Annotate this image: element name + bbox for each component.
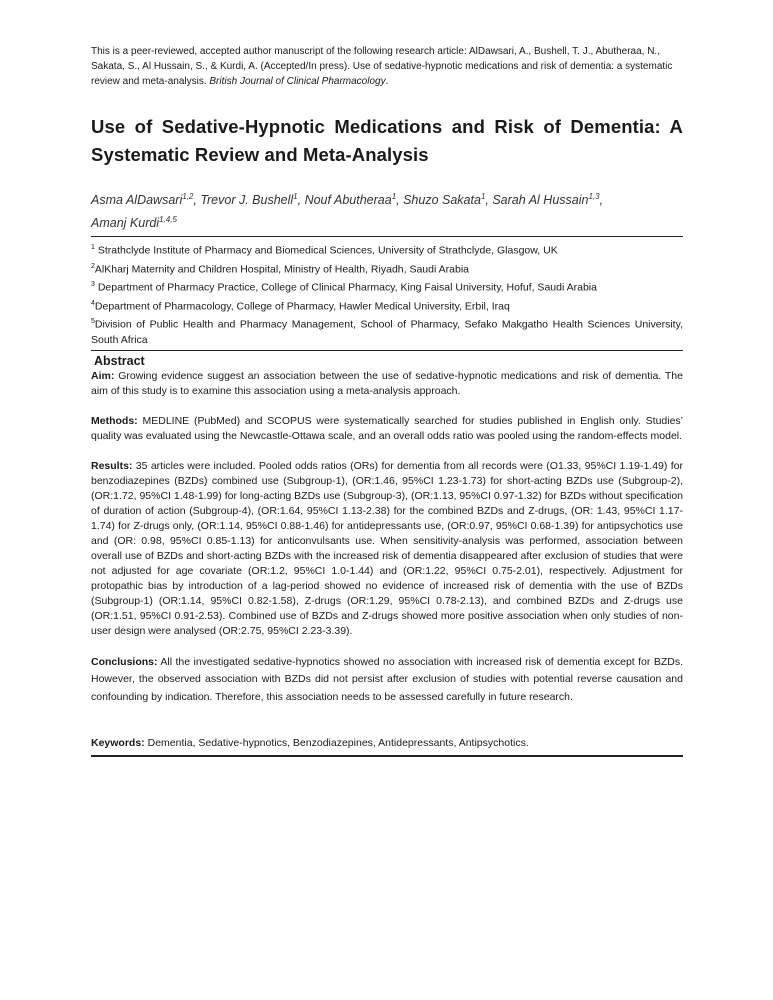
keywords bbox=[91, 736, 683, 751]
results-text: 35 articles were included. Pooled odds ratios (ORs) for dementia from all records were (O1.33, 95%CI 1.19-1.49) for benzodiazepines (BZDs) combined use (Subgroup-1), (OR:1.46, 95%CI 1.23-1.73) for short-acting BZDs use (Subgroup-2), (OR:1.72, 95%CI 1.48-1.99) for long-acting BZDs use (Subgroup-3), (OR:1.13, 95%CI 0.97-1.32) for BZDs without specification of duration of action (Subgroup-4), (OR:1.64, 95%CI 1.13-2.38) for the combined BZDs and Z-drugs, (OR: 1.43, 95%CI 1.17-1.74) for Z-drugs only, (OR:1.14, 95%CI 0.88-1.46) for antidepressants use, (OR:0.97, 95%CI 0.68-1.39) for antipsychotics use and (OR: 0.98, 95%CI 0.85-1.13) for anticonvulsants use. When sensitivity-analysis was performed, association between overall use of BZDs and short-acting BZDs with the increased risk of dementia disappeared after exclusion of studies that were not adjusted for age covariate (OR:1.2, 95%CI 1.0-1.44) and (OR:1.22, 95%CI 0.75-2.01), respectively. Adjustment for protopathic bias by introduction of a lag-period showed no evidence of increased risk of dementia with the use of BZDs (Subgroup-1) (OR:1.14, 95%CI 0.82-1.58), Z-drugs (OR:1.29, 95%CI 0.78-2.13), and combined BZDs and Z-drugs use (OR:1.51, 95%CI 0.91-2.53). Combined use of BZDs and Z-drugs showed more positive association when only studies of non-user design were analysed (OR:2.75, 95%CI 2.23-3.39). bbox=[91, 459, 683, 637]
affiliation-number: 1 bbox=[91, 244, 95, 252]
abstract-heading: Abstract bbox=[94, 353, 145, 368]
author-separator: , bbox=[396, 193, 404, 208]
paper-title: Use of Sedative-Hypnotic Medications and Risk of Dementia: A Systematic Review and Meta-Analysis bbox=[91, 116, 683, 165]
author-affil-sup: 1 bbox=[391, 192, 397, 201]
abstract-conclusions bbox=[91, 654, 683, 707]
notice-journal: British Journal of Clinical Pharmacology bbox=[209, 76, 386, 87]
affiliation-item bbox=[91, 240, 683, 259]
affiliation-text: Strathclyde Institute of Pharmacy and Biomedical Sciences, University of Strathclyde, Glasgow, UK bbox=[94, 244, 558, 257]
affiliation-text: Department of Pharmacy Practice, College of Clinical Pharmacy, King Faisal University, Hofuf, Saudi Arabia bbox=[94, 281, 597, 294]
manuscript-page bbox=[91, 44, 683, 757]
affiliation-number: 2 bbox=[91, 262, 95, 270]
aim-text: Growing evidence suggest an association between the use of sedative-hypnotic medications and risk of dementia. The aim of this study is to examine this association using a meta-analysis approach. bbox=[91, 369, 683, 397]
author-name: Asma AlDawsari bbox=[91, 193, 183, 208]
author-affil-sup: 1 bbox=[480, 192, 486, 201]
author-separator: , bbox=[297, 193, 305, 208]
affiliation-list bbox=[91, 237, 683, 348]
author-list bbox=[91, 187, 683, 233]
abstract-aim bbox=[91, 369, 683, 399]
affiliation-item bbox=[91, 277, 683, 296]
affiliation-number: 3 bbox=[91, 281, 95, 289]
abstract-results bbox=[91, 459, 683, 639]
divider bbox=[91, 755, 683, 757]
author-affil-sup: 1,4,5 bbox=[159, 215, 177, 225]
conclusions-label: Conclusions: bbox=[91, 655, 158, 668]
affiliation-item bbox=[91, 259, 683, 278]
methods-text: MEDLINE (PubMed) and SCOPUS were systematically searched for studies published in English only. Studies’ quality was evaluated using the Newcastle-Ottawa scale, and an overall odds ratio was pooled using the random-effects model. bbox=[91, 414, 683, 442]
affiliation-number: 5 bbox=[91, 318, 95, 326]
author-name: Trevor J. Bushell bbox=[200, 193, 294, 208]
affiliation-text: Department of Pharmacology, College of Pharmacy, Hawler Medical University, Erbil, Iraq bbox=[94, 300, 510, 313]
author-name: Sarah Al Hussain bbox=[492, 193, 589, 208]
author-name: Amanj Kurdi bbox=[91, 216, 160, 231]
results-label: Results: bbox=[91, 459, 133, 472]
author-name: Nouf Abutheraa bbox=[304, 193, 392, 208]
affiliation-item bbox=[91, 296, 683, 315]
methods-label: Methods: bbox=[91, 414, 138, 427]
keywords-label: Keywords: bbox=[91, 737, 145, 750]
author-name: Shuzo Sakata bbox=[403, 193, 481, 208]
affiliation-item bbox=[91, 314, 683, 348]
divider bbox=[91, 350, 683, 351]
author-separator: , bbox=[599, 193, 604, 208]
author-separator: , bbox=[193, 193, 201, 208]
affiliation-number: 4 bbox=[91, 299, 95, 307]
author-affil-sup: 1,3 bbox=[588, 192, 600, 201]
notice-end: . bbox=[385, 76, 389, 87]
author-affil-sup: 1 bbox=[293, 192, 298, 201]
notice-text: This is a peer-reviewed, accepted author manuscript of the following research article: AlDawsari, A., Bushell, T. J., Abutheraa, N., Sakata, S., Al Hussain, S., & Kurdi, A. (Accepted/In press). Use of sedative-hypnotic medications and risk of dementia: a systematic review and meta-analysis. bbox=[91, 46, 673, 87]
conclusions-text: All the investigated sedative-hypnotics showed no association with increased risk of dementia except for BZDs. However, the observed association with BZDs did not persist after exclusion of studies with potential reverse causation and confounding by indication. Therefore, this association needs to be assessed carefully in future research. bbox=[91, 655, 683, 703]
affiliation-text: Division of Public Health and Pharmacy Management, School of Pharmacy, Sefako Makgatho Health Sciences University, South Africa bbox=[91, 318, 683, 346]
affiliation-text: AlKharj Maternity and Children Hospital, Ministry of Health, Riyadh, Saudi Arabia bbox=[94, 263, 469, 276]
author-separator: , bbox=[485, 193, 493, 208]
author-affil-sup: 1,2 bbox=[182, 192, 194, 201]
abstract-methods bbox=[91, 414, 683, 444]
aim-label: Aim: bbox=[91, 369, 115, 382]
manuscript-notice bbox=[91, 44, 683, 89]
keywords-text: Dementia, Sedative-hypnotics, Benzodiazepines, Antidepressants, Antipsychotics. bbox=[144, 737, 529, 750]
